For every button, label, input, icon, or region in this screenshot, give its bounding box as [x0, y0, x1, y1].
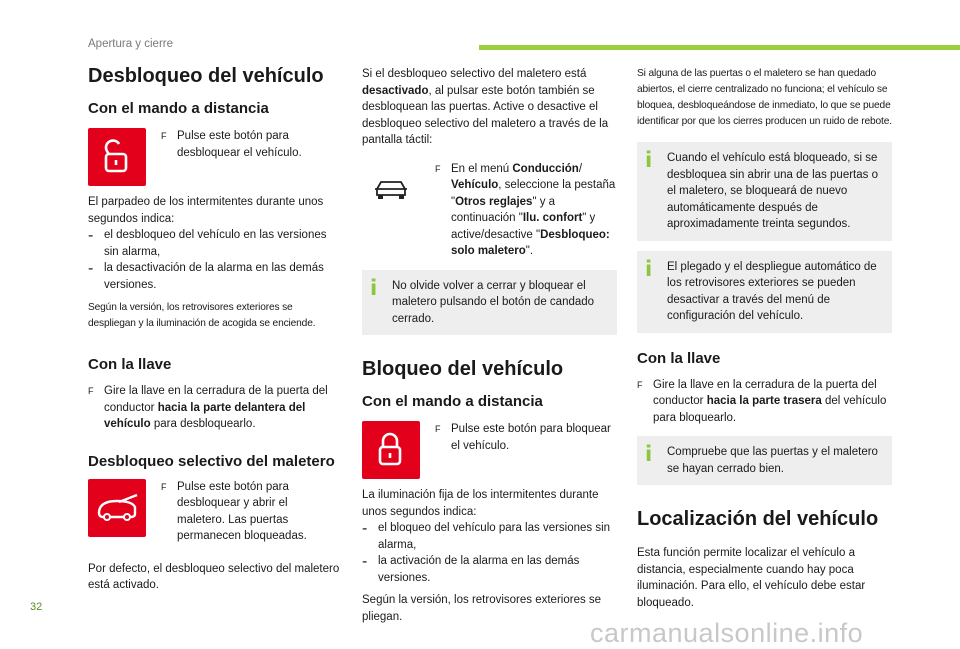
locate-title: Localización del vehículo	[637, 508, 879, 530]
lock-blink-intro: La iluminación fija de los intermitentes durante unos segundos indica:	[362, 489, 599, 518]
column-2	[362, 62, 617, 625]
lock-title: Bloqueo del vehículo	[362, 358, 564, 380]
menu-instruction: En el menú Conducción/ Vehículo, seleccione la pestaña "Otros reglajes" y a continuación "Ilu. confort" y active/desactive "Desbloqueo: solo maletero".	[451, 162, 616, 257]
vehicle-menu-icon	[362, 161, 420, 219]
step-marker: F	[88, 386, 94, 396]
watermark: carmanualsonline.info	[590, 618, 864, 648]
unlock-title: Desbloqueo del vehículo	[88, 65, 324, 87]
info-icon: i	[645, 148, 653, 172]
column-1	[88, 62, 343, 594]
trunk-unlock-instruction: Pulse este botón para desbloquear y abrir el maletero. Las puertas permanecen bloqueadas.	[177, 480, 307, 542]
key-unlock-step: F Gire la llave en la cerradura de la puerta del conductor hacia la parte delantera del vehículo para desbloquearlo.	[88, 383, 343, 433]
menu-step	[362, 161, 617, 260]
step-marker: F	[435, 163, 441, 174]
trunk-unlock-step	[88, 479, 343, 545]
list-item: - la desactivación de la alarma en las demás versiones.	[88, 260, 324, 291]
mirror-note: Según la versión, los retrovisores exteriores se despliegan y la iluminación de acogida se enciende.	[88, 302, 316, 329]
info-box-check-doors: i Compruebe que las puertas y el maletero se hayan cerrado bien.	[637, 436, 892, 485]
list-item: - el bloqueo del vehículo para las versiones sin alarma,	[362, 520, 611, 551]
trunk-unlock-heading: Desbloqueo selectivo del maletero	[88, 452, 335, 470]
car-trunk-icon	[88, 479, 146, 537]
unlock-padlock-icon	[88, 128, 146, 186]
info-box-trunk: i No olvide volver a cerrar y bloquear el maletero pulsando el botón de candado cerrado.	[362, 270, 617, 336]
info-box-mirrors: i El plegado y el despliegue automático de los retrovisores exteriores se pueden desactivar a través del menú de configuración del vehículo.	[637, 251, 892, 333]
step-marker: F	[637, 379, 643, 390]
list-item: - el desbloqueo del vehículo en las versiones sin alarma,	[88, 227, 327, 258]
remote-unlock-instruction: Pulse este botón para desbloquear el vehículo.	[177, 130, 302, 159]
remote-unlock-step	[88, 128, 343, 186]
section-label: Apertura y cierre	[88, 38, 174, 50]
info-icon: i	[370, 275, 378, 300]
key-lock-heading: Con la llave	[637, 349, 721, 367]
selective-intro: Si el desbloqueo selectivo del maletero está desactivado, al pulsar este botón también se desbloquean las puertas. Active o desactive el desbloqueo selectivo del maletero a través de la pantalla táctil:	[362, 68, 609, 146]
info-icon: i	[645, 256, 653, 281]
remote-lock-heading: Con el mando a distancia	[362, 393, 543, 410]
header-bar	[479, 45, 960, 50]
page-number: 32	[30, 601, 43, 613]
lock-padlock-icon	[362, 421, 420, 479]
lock-mirror-note: Según la versión, los retrovisores exteriores se pliegan.	[362, 594, 602, 623]
info-icon: i	[645, 442, 653, 466]
trunk-default: Por defecto, el desbloqueo selectivo del maletero está activado.	[88, 562, 340, 591]
remote-lock-step	[362, 421, 617, 479]
column-3	[637, 62, 892, 611]
step-marker: F	[161, 481, 167, 492]
door-open-note: Si alguna de las puertas o el maletero se han quedado abiertos, el cierre centralizado no funciona; el vehículo se bloquea, desbloqueándose de inmediato, lo que se puede identificar por que los cierres producen un ruido de rebote.	[637, 68, 892, 127]
remote-unlock-heading: Con el mando a distancia	[88, 100, 269, 117]
key-unlock-heading: Con la llave	[88, 356, 172, 373]
key-lock-step: F Gire la llave en la cerradura de la puerta del conductor hacia la parte trasera del vehículo para bloquearlo.	[637, 377, 892, 427]
list-item: - la activación de la alarma en las demás versiones.	[362, 553, 580, 584]
step-marker: F	[161, 131, 167, 141]
locate-text: Esta función permite localizar el vehículo a distancia, especialmente cuando hay poca iluminación. Para ello, el vehículo debe estar bloqueado.	[637, 547, 866, 609]
blink-intro: El parpadeo de los intermitentes durante unos segundos indica:	[88, 196, 324, 225]
info-box-relock: i Cuando el vehículo está bloqueado, si se desbloquea sin abrir una de las puertas o el maletero, se bloqueará de nuevo automáticamente después de aproximadamente treinta segundos.	[637, 142, 892, 241]
remote-lock-instruction: Pulse este botón para bloquear el vehículo.	[451, 423, 611, 452]
step-marker: F	[435, 424, 441, 434]
